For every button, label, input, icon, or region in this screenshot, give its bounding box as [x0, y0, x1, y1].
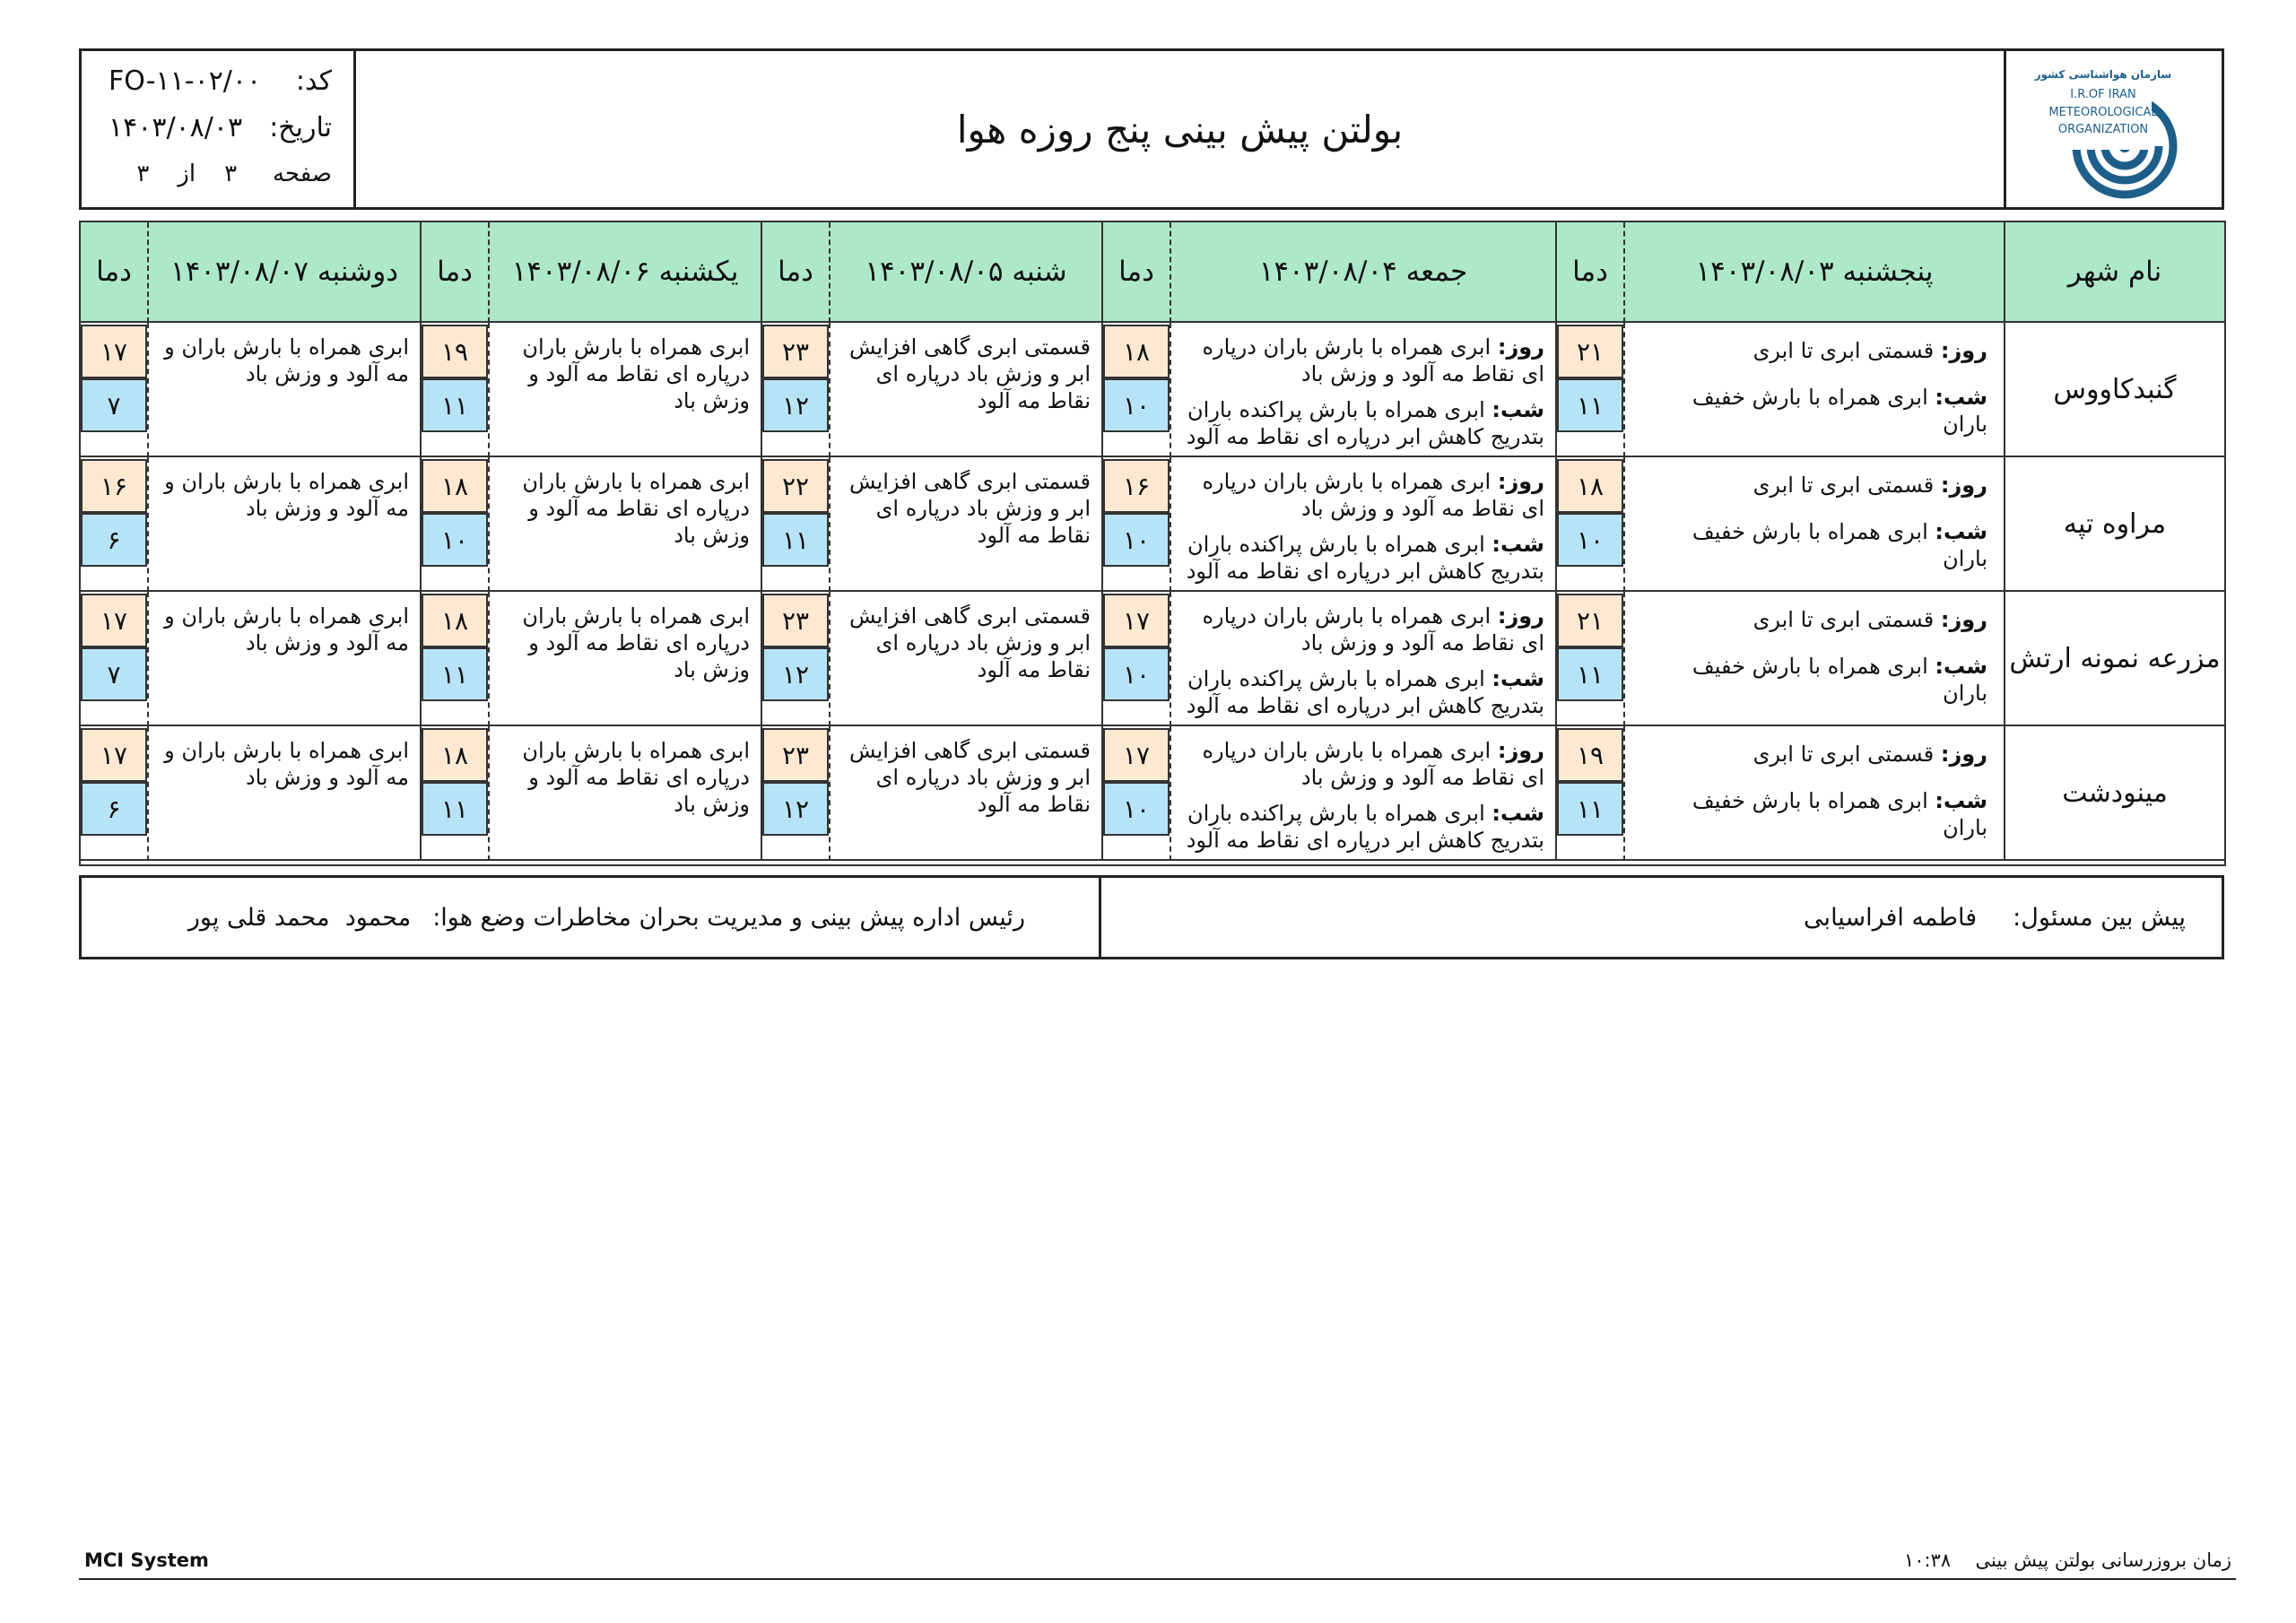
city-header: نام شهر [2005, 222, 2224, 323]
forecast-cell [149, 457, 422, 592]
max-temp: ۱۸ [422, 459, 488, 513]
night-label: شب: [1492, 532, 1544, 557]
min-temp: ۷ [81, 378, 147, 432]
max-temp: ۱۸ [1103, 325, 1170, 378]
logo-cell [2004, 51, 2222, 207]
night-forecast [1647, 787, 1987, 841]
temp-header-2: دما [1103, 222, 1171, 323]
max-temp: ۱۷ [81, 728, 147, 782]
day-forecast [1647, 606, 1987, 633]
day-header-1: پنجشنبه ۱۴۰۳/۰۸/۰۳ [1625, 222, 2005, 323]
min-temp: ۱۱ [422, 647, 488, 701]
night-text: ابری همراه با بارش پراکنده باران بتدریج کاهش ابر درپاره ای نقاط مه آلود [1186, 532, 1544, 584]
forecast-text: ابری همراه با بارش باران و مه آلود و وزش باد [164, 603, 409, 655]
footer-divider [79, 1578, 2236, 1580]
temp-header-4: دما [422, 222, 490, 323]
logo-name-en-1: I.R.OF IRAN [2070, 88, 2136, 101]
day-forecast [1647, 472, 1987, 499]
day-forecast [1647, 337, 1987, 364]
page-row [109, 161, 332, 187]
min-temp: ۱۰ [1103, 782, 1170, 836]
temp-cell [762, 592, 831, 726]
forecast-cell [831, 592, 1103, 726]
meteorological-organization-logo [2006, 51, 2222, 207]
night-forecast [1180, 800, 1544, 854]
min-temp: ۱۰ [422, 513, 488, 567]
page-label: صفحه [273, 161, 332, 187]
head-label: رئیس اداره پیش بینی و مدیریت بحران مخاطرات وضع هوا: [432, 903, 1025, 932]
day-label: روز: [1497, 603, 1544, 629]
min-temp: ۱۲ [762, 378, 829, 432]
page-current: ۳ [224, 161, 238, 187]
logo-name-en-2: METEOROLOGICAL [2048, 106, 2158, 119]
night-forecast [1180, 396, 1544, 450]
night-label: شب: [1935, 788, 1987, 813]
max-temp: ۲۳ [762, 594, 829, 647]
day-text: قسمتی ابری تا ابری [1752, 607, 1935, 632]
min-temp: ۱۰ [1557, 513, 1623, 567]
day-text: قسمتی ابری تا ابری [1752, 338, 1935, 363]
max-temp: ۱۸ [1557, 459, 1623, 513]
temp-cell [1557, 457, 1625, 592]
day-forecast [1180, 737, 1544, 791]
max-temp: ۱۸ [422, 594, 488, 647]
min-temp: ۱۱ [1557, 782, 1623, 836]
forecast-text: ابری همراه با بارش باران و مه آلود و وزش باد [164, 469, 409, 521]
temp-cell [1557, 323, 1625, 457]
forecast-cell [1625, 726, 2005, 861]
min-temp: ۱۱ [1557, 647, 1623, 701]
forecast-cell [1171, 323, 1557, 457]
night-forecast [1647, 653, 1987, 707]
night-text: ابری همراه با بارش پراکنده باران بتدریج کاهش ابر درپاره ای نقاط مه آلود [1186, 397, 1544, 449]
night-forecast [1180, 531, 1544, 585]
forecaster-name: فاطمه افراسیابی [1804, 903, 1978, 932]
temp-cell [81, 592, 149, 726]
night-forecast [1180, 665, 1544, 719]
night-label: شب: [1935, 385, 1987, 410]
forecast-text: ابری همراه با بارش باران درپاره ای نقاط مه آلود و وزش باد [522, 603, 750, 682]
page-total: ۳ [136, 161, 150, 187]
forecast-text: قسمتی ابری گاهی افزایش ابر و وزش باد درپاره ای نقاط مه آلود [849, 334, 1091, 413]
day-label: روز: [1940, 742, 1987, 767]
night-text: ابری همراه با بارش پراکنده باران بتدریج کاهش ابر درپاره ای نقاط مه آلود [1186, 801, 1544, 853]
max-temp: ۲۳ [762, 325, 829, 378]
night-text: ابری همراه با بارش پراکنده باران بتدریج کاهش ابر درپاره ای نقاط مه آلود [1186, 666, 1544, 718]
city-name: مراوه تپه [2005, 457, 2224, 592]
page-title: بولتن پیش بینی پنج روزه هوا [956, 107, 1404, 152]
night-label: شب: [1492, 397, 1544, 422]
day-header-4: یکشنبه ۱۴۰۳/۰۸/۰۶ [490, 222, 762, 323]
temp-cell [81, 323, 149, 457]
forecast-text: قسمتی ابری گاهی افزایش ابر و وزش باد درپاره ای نقاط مه آلود [849, 738, 1091, 817]
city-name: مزرعه نمونه ارتش [2005, 592, 2224, 726]
temp-cell [81, 457, 149, 592]
max-temp: ۲۳ [762, 728, 829, 782]
footer-system: MCI System [84, 1549, 209, 1571]
day-text: ابری همراه با بارش باران درپاره ای نقاط مه آلود و وزش باد [1202, 603, 1544, 655]
temp-cell [422, 592, 490, 726]
night-label: شب: [1492, 666, 1544, 691]
date-row [109, 112, 332, 143]
night-label: شب: [1935, 654, 1987, 679]
forecast-cell [490, 726, 762, 861]
forecast-table [79, 221, 2226, 866]
logo-name-fa: سازمان هواشناسی کشور [2034, 68, 2172, 81]
min-temp: ۱۰ [1103, 513, 1170, 567]
max-temp: ۱۷ [1103, 594, 1170, 647]
min-temp: ۱۱ [1557, 378, 1623, 432]
head-name: محمود محمد قلی پور [187, 903, 412, 932]
forecast-cell [490, 457, 762, 592]
day-label: روز: [1497, 738, 1544, 763]
temp-cell [1557, 726, 1625, 861]
day-forecast [1180, 334, 1544, 387]
max-temp: ۱۷ [1103, 728, 1170, 782]
city-name: مینودشت [2005, 726, 2224, 861]
page-of: از [178, 161, 196, 187]
temp-header-5: دما [81, 222, 149, 323]
max-temp: ۱۶ [1103, 459, 1170, 513]
head-cell [82, 878, 1101, 957]
temp-cell [1103, 726, 1171, 861]
forecast-text: ابری همراه با بارش باران درپاره ای نقاط مه آلود و وزش باد [522, 469, 750, 548]
temp-cell [762, 323, 831, 457]
min-temp: ۱۲ [762, 647, 829, 701]
day-label: روز: [1940, 607, 1987, 632]
temp-cell [81, 726, 149, 861]
max-temp: ۲۱ [1557, 594, 1623, 647]
forecast-cell [831, 457, 1103, 592]
date-value: ۱۴۰۳/۰۸/۰۳ [109, 112, 243, 143]
date-label: تاریخ: [269, 112, 332, 143]
day-text: ابری همراه با بارش باران درپاره ای نقاط مه آلود و وزش باد [1202, 334, 1544, 386]
temp-cell [1103, 457, 1171, 592]
forecast-cell [1625, 323, 2005, 457]
day-label: روز: [1940, 338, 1987, 363]
day-text: قسمتی ابری تا ابری [1752, 473, 1935, 498]
night-text: ابری همراه با بارش خفیف باران [1692, 385, 1987, 437]
day-forecast [1647, 741, 1987, 768]
forecast-cell [149, 726, 422, 861]
temp-cell [1103, 592, 1171, 726]
temp-header-3: دما [762, 222, 831, 323]
forecast-text: ابری همراه با بارش باران درپاره ای نقاط مه آلود و وزش باد [522, 334, 750, 413]
day-text: ابری همراه با بارش باران درپاره ای نقاط مه آلود و وزش باد [1202, 469, 1544, 521]
code-value: FO-۱۱-۰۲/۰۰ [109, 65, 262, 97]
forecast-cell [1171, 592, 1557, 726]
forecast-cell [831, 726, 1103, 861]
min-temp: ۷ [81, 647, 147, 701]
min-temp: ۱۱ [422, 378, 488, 432]
forecast-cell [490, 592, 762, 726]
city-name: گنبدکاووس [2005, 323, 2224, 457]
temp-cell [1103, 323, 1171, 457]
forecast-cell [831, 323, 1103, 457]
forecast-cell [1625, 592, 2005, 726]
day-forecast [1180, 603, 1544, 656]
day-header-3: شنبه ۱۴۰۳/۰۸/۰۵ [831, 222, 1103, 323]
temp-header-1: دما [1557, 222, 1625, 323]
night-forecast [1647, 384, 1987, 438]
max-temp: ۱۸ [422, 728, 488, 782]
temp-cell [762, 726, 831, 861]
night-text: ابری همراه با بارش خفیف باران [1692, 654, 1987, 706]
forecaster-cell [1096, 878, 2222, 957]
forecast-cell [490, 323, 762, 457]
min-temp: ۱۱ [422, 782, 488, 836]
min-temp: ۶ [81, 782, 147, 836]
forecast-text: ابری همراه با بارش باران درپاره ای نقاط مه آلود و وزش باد [522, 738, 750, 817]
day-text: ابری همراه با بارش باران درپاره ای نقاط مه آلود و وزش باد [1202, 738, 1544, 790]
night-text: ابری همراه با بارش خفیف باران [1692, 519, 1987, 571]
max-temp: ۲۱ [1557, 325, 1623, 378]
night-text: ابری همراه با بارش خفیف باران [1692, 788, 1987, 840]
max-temp: ۱۷ [81, 325, 147, 378]
temp-cell [1557, 592, 1625, 726]
forecast-text: ابری همراه با بارش باران و مه آلود و وزش باد [164, 334, 409, 386]
document-meta [82, 51, 356, 207]
night-forecast [1647, 518, 1987, 572]
footer-update-time: ۱۰:۳۸ [1903, 1549, 1952, 1571]
min-temp: ۱۲ [762, 782, 829, 836]
min-temp: ۱۰ [1103, 378, 1170, 432]
forecast-text: ابری همراه با بارش باران و مه آلود و وزش باد [164, 738, 409, 790]
temp-cell [422, 323, 490, 457]
temp-cell [422, 726, 490, 861]
max-temp: ۲۲ [762, 459, 829, 513]
day-forecast [1180, 468, 1544, 522]
max-temp: ۱۶ [81, 459, 147, 513]
max-temp: ۱۷ [81, 594, 147, 647]
forecast-text: قسمتی ابری گاهی افزایش ابر و وزش باد درپاره ای نقاط مه آلود [849, 603, 1091, 682]
night-label: شب: [1935, 519, 1987, 544]
forecast-cell [149, 323, 422, 457]
forecast-text: قسمتی ابری گاهی افزایش ابر و وزش باد درپاره ای نقاط مه آلود [849, 469, 1091, 548]
day-text: قسمتی ابری تا ابری [1752, 742, 1935, 767]
bulletin-header [79, 48, 2224, 210]
night-label: شب: [1492, 801, 1544, 826]
forecast-cell [1625, 457, 2005, 592]
max-temp: ۱۹ [1557, 728, 1623, 782]
min-temp: ۱۱ [762, 513, 829, 567]
day-label: روز: [1497, 469, 1544, 494]
day-label: روز: [1940, 473, 1987, 498]
day-label: روز: [1497, 334, 1544, 360]
day-header-5: دوشنبه ۱۴۰۳/۰۸/۰۷ [149, 222, 422, 323]
logo-name-en-3: ORGANIZATION [2057, 123, 2149, 136]
code-row [109, 65, 332, 97]
forecast-cell [1171, 726, 1557, 861]
footer-update [1904, 1549, 2231, 1571]
max-temp: ۱۹ [422, 325, 488, 378]
day-header-2: جمعه ۱۴۰۳/۰۸/۰۴ [1171, 222, 1557, 323]
temp-cell [762, 457, 831, 592]
forecaster-label: پیش بین مسئول: [2013, 903, 2186, 932]
forecast-cell [149, 592, 422, 726]
temp-cell [422, 457, 490, 592]
min-temp: ۶ [81, 513, 147, 567]
min-temp: ۱۰ [1103, 647, 1170, 701]
signature-box [79, 875, 2224, 959]
forecast-cell [1171, 457, 1557, 592]
footer-update-label: زمان بروزرسانی بولتن پیش بینی [1975, 1549, 2231, 1571]
code-label: کد: [295, 65, 332, 97]
